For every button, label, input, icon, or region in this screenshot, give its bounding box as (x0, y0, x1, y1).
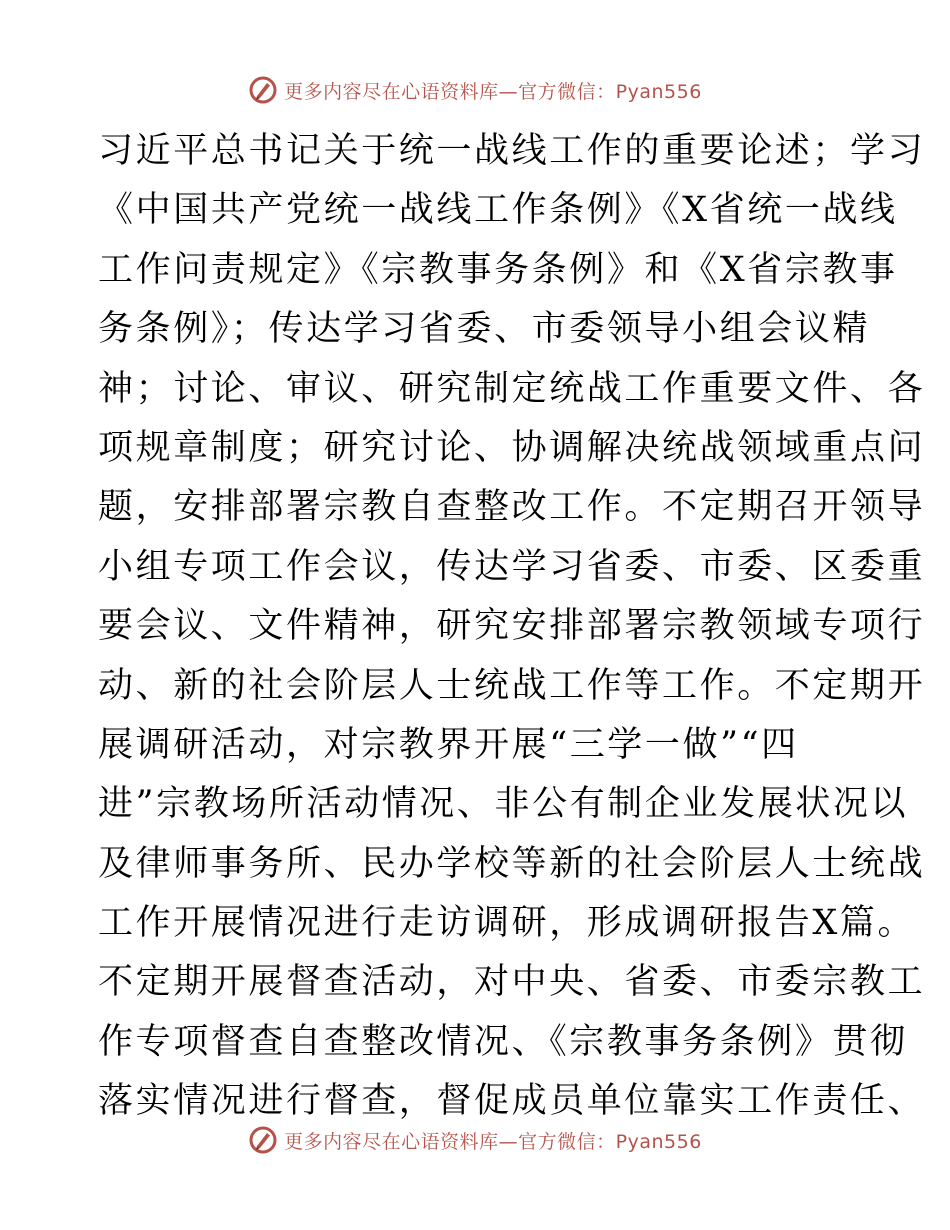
body-line: 项规章制度；研究讨论、协调解决统战领域重点问 (98, 427, 926, 468)
body-line: 作专项督查自查整改情况、《宗教事务条例》贯彻 (98, 1021, 908, 1062)
body-line: 展调研活动，对宗教界开展“三学一做”“四 (98, 724, 799, 765)
footer-banner-text: 更多内容尽在心语资料库—官方微信：Pyan556 (284, 1130, 702, 1153)
header-banner-text: 更多内容尽在心语资料库—官方微信：Pyan556 (284, 80, 702, 103)
body-line: 进”宗教场所活动情况、非公有制企业发展状况以 (98, 784, 909, 825)
body-line: 要会议、文件精神，研究安排部署宗教领域专项行 (98, 606, 926, 647)
body-line: 《中国共产党统一战线工作条例》《X省统一战线 (98, 190, 898, 231)
body-line: 落实情况进行督查，督促成员单位靠实工作责任、 (98, 1081, 926, 1122)
body-line: 及律师事务所、民办学校等新的社会阶层人士统战 (98, 843, 926, 884)
body-line: 务条例》；传达学习省委、市委领导小组会议精 (98, 309, 871, 350)
pen-circle-logo-icon (248, 1125, 278, 1155)
pen-circle-logo-icon (248, 75, 278, 105)
body-line: 习近平总书记关于统一战线工作的重要论述；学习 (98, 131, 926, 171)
footer-banner (0, 1120, 950, 1160)
header-banner (0, 70, 950, 110)
body-line: 神；讨论、审议、研究制定统战工作重要文件、各 (98, 368, 926, 409)
body-line: 工作开展情况进行走访调研，形成调研报告X篇。 (98, 903, 916, 944)
body-line: 工作问责规定》《宗教事务条例》和《X省宗教事 (98, 249, 898, 290)
document-body (98, 122, 926, 1132)
body-line: 不定期开展督查活动，对中央、省委、市委宗教工 (98, 962, 926, 1003)
body-line: 动、新的社会阶层人士统战工作等工作。不定期开 (98, 665, 926, 706)
body-line: 小组专项工作会议，传达学习省委、市委、区委重 (98, 546, 926, 587)
body-line: 题，安排部署宗教自查整改工作。不定期召开领导 (98, 487, 926, 528)
